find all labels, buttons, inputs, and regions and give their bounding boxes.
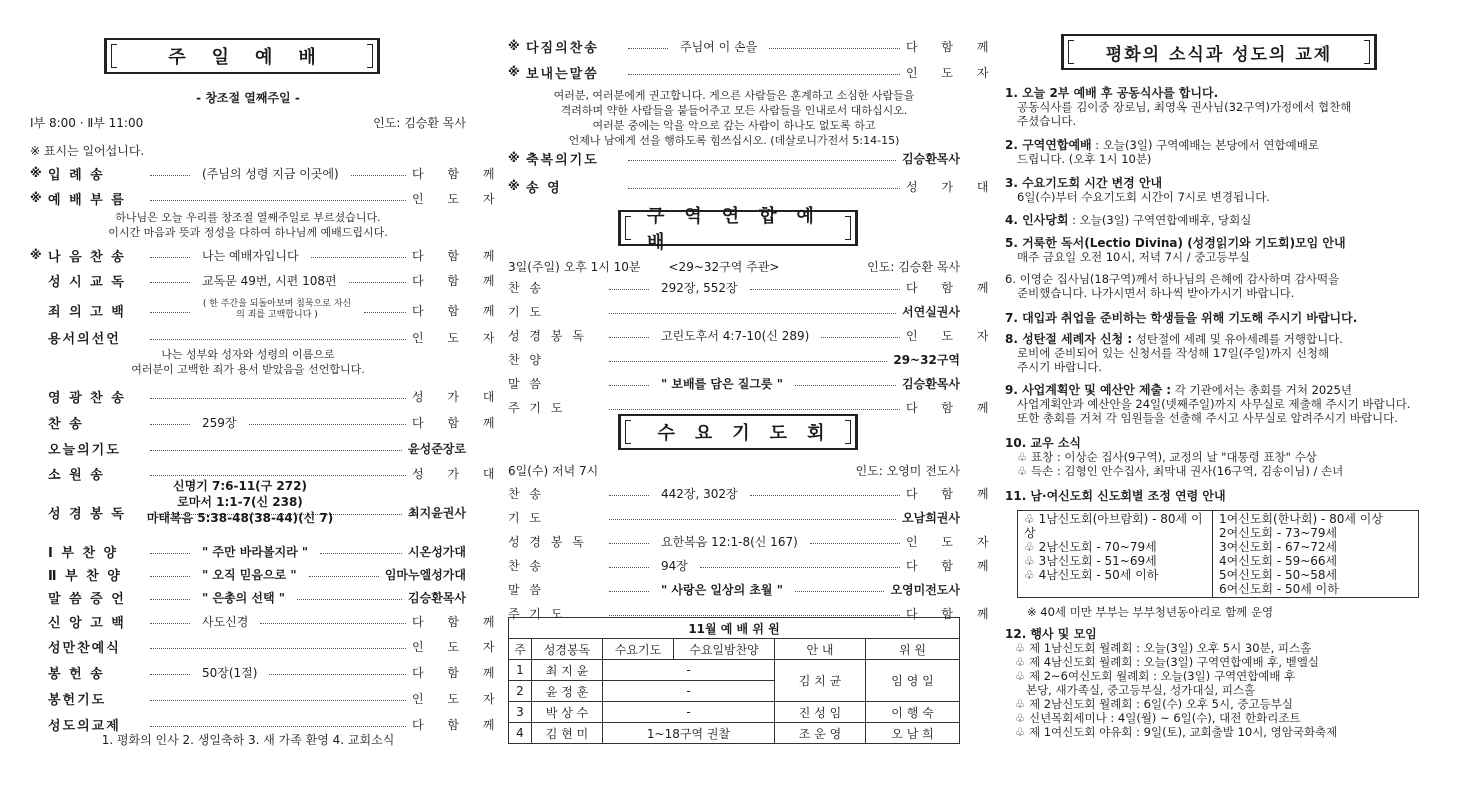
age-group-women: 5여신도회 - 50~58세: [1219, 568, 1338, 582]
committee-title: 11월 예 배 위 원: [509, 618, 960, 639]
age-group-women: 2여신도회 - 73~79세: [1219, 526, 1338, 540]
age-group-women: 3여신도회 - 67~72세: [1219, 540, 1338, 554]
leader-dots: [700, 567, 900, 568]
age-group-men: ♧ 1남신도회(아브람회) - 80세 이상: [1024, 512, 1203, 540]
leader-dots: [150, 398, 406, 399]
order-row: [30, 634, 505, 658]
order-row: [508, 481, 999, 505]
table-row: 2 윤 정 훈 -: [509, 681, 960, 702]
order-label: 보내는말씀: [526, 66, 599, 82]
order-person: 다 함 께: [412, 415, 505, 430]
order-row: [508, 174, 999, 198]
event-item: ♧ 제 4남신도회 월례회 : 오늘(3일) 구역연합예배 후, 벧엘실: [1015, 655, 1319, 669]
order-label: 예 배 부 름: [48, 192, 126, 208]
order-person: 인 도 자: [906, 328, 999, 343]
order-detail: 교독문 49번, 시편 108편: [202, 273, 337, 288]
age-group-men: ♧ 4남신도회 - 50세 이하: [1024, 568, 1159, 582]
event-item: ♧ 제 1남신도회 월례회 : 오늘(3일) 오후 5시 30분, 피스홀: [1015, 641, 1312, 655]
order-row: [508, 553, 999, 577]
news-column: [1005, 0, 1430, 786]
order-row: [30, 585, 466, 609]
age-table: [1017, 510, 1419, 598]
news-item-line: 로비에 준비되어 있는 신청서를 작성해 17일(주일)까지 신청해: [1017, 346, 1330, 360]
news-item-text: : 오늘(3일) 구역연합예배후, 당회실: [1068, 213, 1252, 227]
leader-dots: [150, 450, 402, 451]
order-label: 성 경 봉 독: [508, 534, 587, 549]
order-person: 김승환목사: [902, 151, 960, 166]
order-label: 송 영: [526, 180, 562, 196]
order-person: 윤성준장로: [408, 441, 466, 456]
order-label: Ⅱ 부 찬 양: [48, 568, 122, 584]
leader-dots: [320, 553, 402, 554]
season-subtitle: - 창조절 열째주일 -: [196, 91, 300, 105]
leader-dots: [609, 519, 896, 520]
news-item: [1005, 86, 1430, 128]
district-worship-header: 3일(주일) 오후 1시 10분 <29~32구역 주관> 인도: 김승환 목사: [508, 259, 960, 274]
news-item: [1005, 332, 1430, 374]
leader-dots: [150, 282, 190, 283]
order-label: 찬 송: [48, 416, 84, 432]
leader-dots: [351, 175, 406, 176]
order-row: [30, 161, 505, 185]
leader-dots: [628, 160, 896, 161]
order-person: 다 함 께: [906, 280, 999, 295]
order-detail: 사도신경: [202, 614, 249, 629]
order-label: 성만찬예식: [48, 640, 121, 656]
order-person: 김승환목사: [408, 590, 466, 605]
order-person: 다 함 께: [906, 486, 999, 501]
leader-dots: [150, 312, 190, 313]
order-row: [508, 347, 960, 371]
news-item-title: 2. 구역연합예배: [1005, 138, 1092, 152]
order-person: 다 함 께: [412, 665, 505, 680]
order-person: 다 함 께: [412, 303, 505, 318]
leader-dots: [311, 257, 406, 258]
age-group-women: 6여신도회 - 50세 이하: [1219, 582, 1339, 596]
order-row: [508, 505, 960, 529]
news-item-title: 1. 오늘 2부 예배 후 공동식사를 합니다.: [1005, 86, 1219, 100]
leader-dots: [609, 409, 900, 410]
order-row: [30, 325, 505, 349]
leader-dots: [609, 361, 887, 362]
stand-mark: ※: [30, 166, 42, 180]
leader-dots: [309, 576, 379, 577]
leader-dots: [150, 475, 406, 476]
order-detail: 고린도후서 4:7-10(신 289): [661, 328, 810, 343]
order-person: 오영미전도사: [890, 582, 960, 597]
order-label: Ⅰ 부 찬 양: [48, 545, 119, 561]
order-person: 다 함 께: [412, 717, 505, 732]
leader-dots: [628, 74, 900, 75]
order-label: 성 시 교 독: [48, 274, 126, 290]
leader-dots: [150, 623, 190, 624]
fellowship-list: 1. 평화의 인사 2. 생일축하 3. 새 가족 환영 4. 교회소식: [101, 733, 395, 747]
order-row: [30, 384, 505, 408]
order-person: 다 함 께: [906, 606, 999, 621]
order-row: [30, 268, 505, 292]
event-item: ♧ 제 1여신도회 야유회 : 9일(토), 교회출발 10시, 영암국화축제: [1015, 725, 1338, 739]
leader-dots: [609, 543, 649, 544]
worship-leader: 인도: 김승환 목사: [373, 115, 466, 130]
order-label: 성 경 봉 독: [48, 506, 126, 522]
news-item: [1005, 213, 1430, 227]
order-label: 기 도: [508, 304, 544, 319]
wednesday-header: 6일(수) 저녁 7시 인도: 오영미 전도사: [508, 463, 960, 478]
stand-mark: ※: [30, 191, 42, 205]
leader-dots: [150, 424, 190, 425]
news-item: [1005, 436, 1430, 478]
order-row: [30, 539, 466, 563]
news-item: [1005, 383, 1430, 425]
order-label: 찬 양: [508, 352, 544, 367]
news-item-line: 드립니다. (오후 1시 10분): [1017, 152, 1152, 166]
leader-dots: [609, 289, 649, 290]
order-person: 다 함 께: [906, 558, 999, 573]
leader-dots: [150, 599, 190, 600]
news-item-line: 준비했습니다. 나가시면서 하나씩 받아가시기 바랍니다.: [1017, 286, 1295, 300]
order-label: 나 음 찬 송: [48, 249, 126, 265]
leader-dots: [150, 553, 190, 554]
order-label: 축복의기도: [526, 152, 599, 168]
order-person: 시온성가대: [408, 544, 466, 559]
order-detail: 주님여 이 손을: [680, 39, 758, 54]
news-item: [1005, 176, 1430, 204]
order-person: 다 함 께: [412, 614, 505, 629]
order-row: [30, 243, 505, 267]
stand-mark: ※: [508, 151, 520, 165]
news-item-title: 7. 대입과 취업을 준비하는 학생들을 위해 기도해 주시기 바랍니다.: [1005, 311, 1358, 325]
order-person: 다 함 께: [412, 166, 505, 181]
age-group-women: 4여신도회 - 59~66세: [1219, 554, 1338, 568]
stand-mark: ※: [30, 248, 42, 262]
age-note: ※ 40세 미만 부부는 부부청년동아리로 함께 운영: [1027, 605, 1274, 619]
sunday-worship-banner: 주일예배: [104, 38, 380, 74]
order-person: 29~32구역: [893, 352, 960, 367]
order-person: 다 함 께: [412, 248, 505, 263]
leader-dots: [628, 48, 668, 49]
order-row: [30, 186, 505, 210]
news-item: [1005, 311, 1430, 325]
news-item-line: 주셨습니다.: [1017, 114, 1077, 128]
sunday-worship-column: [30, 0, 505, 786]
order-row: [508, 275, 999, 299]
order-person: 인 도 자: [906, 534, 999, 549]
news-item-line: 매주 금요일 오전 10시, 저녁 7시 / 중고등부실: [1017, 250, 1250, 264]
order-label: 봉헌기도: [48, 692, 107, 708]
leader-dots: [269, 674, 406, 675]
news-item-line: 사업계획안과 예산안을 24일(넷째주일)까지 사무실로 제출해 주시기 바랍니다.: [1017, 397, 1411, 411]
order-label: 주 기 도: [508, 606, 566, 621]
leader-dots: [609, 337, 649, 338]
events-title: 12. 행사 및 모임: [1005, 627, 1097, 641]
worship-committee-table: 11월 예 배 위 원 주 성경봉독 수요기도 수요일밤찬양 안 내 위 원 1 최 지 윤 - 김 치 균 임 영 일 2 윤 정 훈 - 3 박 상 수 - 진 성 임 이 행 숙 4 김 현 미 1~18구역 권찰 조 운 영 오 남 희: [508, 617, 960, 744]
table-row: 4 김 현 미 1~18구역 권찰 조 운 영 오 남 희: [509, 723, 960, 744]
order-detail: " 사랑은 일상의 초월 ": [661, 582, 783, 597]
leader-dots: [810, 543, 900, 544]
order-row: [508, 60, 999, 84]
order-label: 신 앙 고 백: [48, 615, 126, 631]
leader-dots: [750, 495, 900, 496]
news-item-text: 6. 이영순 집사님(18구역)께서 하나님의 은혜에 감사하며 감사떡을: [1005, 272, 1340, 286]
age-group-women: 1여신도회(한나회) - 80세 이상: [1219, 512, 1383, 526]
service-times-row: [30, 110, 466, 134]
order-detail: 94장: [661, 558, 688, 573]
order-label: 찬 송: [508, 558, 544, 573]
news-item: [1005, 272, 1430, 300]
news-item-title: 8. 성탄절 세례자 신청 :: [1005, 332, 1133, 346]
order-person: 오남희권사: [902, 510, 960, 525]
wednesday-prayer-banner: 수요기도회: [618, 414, 858, 450]
order-row: [508, 577, 960, 601]
order-person: 성 가 대: [906, 179, 999, 194]
news-item-text: 성탄절에 세례 및 유아세례를 거행합니다.: [1132, 332, 1343, 346]
order-person: 임마누엘성가대: [384, 567, 466, 582]
order-label: 봉 헌 송: [48, 666, 105, 682]
news-item: [1005, 489, 1430, 503]
standing-note: ※ 표시는 일어섭니다.: [30, 143, 145, 158]
news-item-line: 또한 총회를 거쳐 각 임원들을 선출해 주시고 사무실로 알려주시기 바랍니다.: [1017, 411, 1398, 425]
order-person: 성 가 대: [412, 389, 505, 404]
benediction-text: 여러분, 여러분에게 권고합니다. 게으른 사람들은 훈계하고 소심한 사람들을 격려하며 약한 사람들을 붙들어주고 모든 사람들을 인내로서 대하십시오. 여러분 중에는 악을 악으로 갚는 사람이 하나도 없도록 하고 언제나 남에게 선을 행하도록 힘쓰십시오. (데살로니가전서 5:14-15): [553, 89, 915, 147]
order-label: 용서의선언: [48, 331, 121, 347]
leader-dots: [150, 175, 190, 176]
leader-dots: [821, 337, 900, 338]
news-item-title: 5. 거룩한 독서(Lectio Divina) (성경읽기와 기도회)모임 안내: [1005, 236, 1346, 250]
order-person: 인 도 자: [412, 330, 505, 345]
news-item-title: 9. 사업계획안 및 예산안 제출 :: [1005, 383, 1172, 397]
order-person: 인 도 자: [412, 191, 505, 206]
order-label: 말 씀 증 언: [48, 591, 126, 607]
scripture-readings: 신명기 7:6-11(구 272) 로마서 1:1-7(신 238) 마태복음 5:38-48(38-44)(신 7): [146, 479, 334, 525]
order-person: 인 도 자: [412, 639, 505, 654]
leader-dots: [609, 385, 649, 386]
news-item-title: 3. 수요기도회 시간 변경 안내: [1005, 176, 1163, 190]
leader-dots: [150, 200, 406, 201]
leader-dots: [260, 623, 406, 624]
order-label: 말 씀: [508, 376, 544, 391]
order-label: 소 원 송: [48, 467, 105, 483]
news-item-line: ♧ 표창 : 이상순 집사(9구역), 교정의 날 "대통령 표창" 수상: [1017, 450, 1317, 464]
event-item: ♧ 제 2남신도회 월례회 : 6일(수) 오후 5시, 중고등부실: [1015, 697, 1293, 711]
order-label: 찬 송: [508, 486, 544, 501]
event-item: ♧ 제 2~6여신도회 월례회 : 오늘(3일) 구역연합예배 후: [1015, 669, 1296, 683]
news-item-line: ♧ 득손 : 김형인 안수집사, 최막내 권사(16구역, 김송이님) / 손녀: [1017, 464, 1344, 478]
leader-dots: [769, 48, 900, 49]
order-continued-column: [508, 0, 999, 786]
table-row: 3 박 상 수 - 진 성 임 이 행 숙: [509, 702, 960, 723]
order-label: 입 례 송: [48, 167, 105, 183]
news-banner: 평화의 소식과 성도의 교제: [1061, 34, 1377, 70]
leader-dots: [297, 599, 402, 600]
leader-dots: [609, 591, 649, 592]
order-detail: ( 한 주간을 되돌아보며 침묵으로 자신의 죄를 고백합니다 ): [202, 299, 352, 320]
leader-dots: [795, 591, 884, 592]
pardon-text: 나는 성부와 성자와 성령의 이름으로 여러분이 고백한 죄가 용서 받았음을 선언합니다.: [131, 348, 365, 376]
leader-dots: [609, 615, 900, 616]
order-person: 인 도 자: [412, 691, 505, 706]
call-to-worship-text: 하나님은 오늘 우리를 창조절 열째주일로 부르셨습니다. 이시간 마음과 뜻과 정성을 다하여 하나님께 예배드립시다.: [108, 211, 388, 239]
order-detail: 442장, 302장: [661, 486, 738, 501]
leader-dots: [150, 648, 406, 649]
leader-dots: [349, 282, 406, 283]
event-item: ♧ 신년목회세미나 : 4일(월) ~ 6일(수), 대전 한화리조트: [1015, 711, 1301, 725]
order-person: 다 함 께: [906, 39, 999, 54]
news-item-text: : 오늘(3일) 구역예배는 본당에서 연합예배로: [1091, 138, 1319, 152]
order-row: [30, 562, 466, 586]
order-row: [508, 529, 999, 553]
order-detail: 요한복음 12:1-8(신 167): [661, 534, 798, 549]
age-group-men: ♧ 2남신도회 - 70~79세: [1024, 540, 1157, 554]
order-person: 다 함 께: [412, 273, 505, 288]
order-detail: (주님의 성령 지금 이곳에): [202, 166, 339, 181]
order-row: [508, 146, 960, 170]
leader-dots: [150, 576, 190, 577]
leader-dots: [364, 312, 406, 313]
leader-dots: [609, 313, 896, 314]
table-row: 1 최 지 윤 - 김 치 균 임 영 일: [509, 660, 960, 681]
order-person: 인 도 자: [906, 65, 999, 80]
news-item-line: 6일(수)부터 수요기도회 시간이 7시로 변경됩니다.: [1017, 190, 1270, 204]
order-detail: " 주만 바라볼지라 ": [202, 544, 309, 559]
age-group-men: ♧ 3남신도회 - 51~69세: [1024, 554, 1157, 568]
leader-dots: [150, 726, 406, 727]
order-row: [30, 660, 505, 684]
stand-mark: ※: [508, 39, 520, 53]
order-label: 말 씀: [508, 582, 544, 597]
news-item: [1005, 236, 1430, 264]
news-item-line: 공동식사를 김이중 장로님, 최영옥 권사님(32구역)가정에서 협찬해: [1017, 100, 1352, 114]
order-row: [508, 371, 960, 395]
order-row: [30, 410, 505, 434]
order-label: 주 기 도: [508, 400, 566, 415]
order-label: 성도의교제: [48, 718, 121, 734]
order-label: 성 경 봉 독: [508, 328, 587, 343]
order-row: [508, 323, 999, 347]
order-row: [30, 436, 466, 460]
order-detail: 50장(1절): [202, 665, 258, 680]
service-times: Ⅰ부 8:00 · Ⅱ부 11:00: [30, 115, 144, 130]
news-item-line: 주시기 바랍니다.: [1017, 360, 1103, 374]
order-row: [30, 298, 505, 322]
order-person: 김승환목사: [902, 376, 960, 391]
order-person: 성 가 대: [412, 466, 505, 481]
leader-dots: [150, 257, 190, 258]
order-detail: 292장, 552장: [661, 280, 738, 295]
order-row: [30, 609, 505, 633]
order-label: 영 광 찬 송: [48, 390, 126, 406]
order-person: 서연실권사: [902, 304, 960, 319]
order-person: 다 함 께: [906, 400, 999, 415]
leader-dots: [609, 495, 649, 496]
order-label: 찬 송: [508, 280, 544, 295]
news-item: [1005, 138, 1430, 166]
leader-dots: [795, 385, 896, 386]
leader-dots: [249, 424, 407, 425]
order-label: 오늘의기도: [48, 442, 121, 458]
news-item-title: 10. 교우 소식: [1005, 436, 1081, 450]
stand-mark: ※: [508, 179, 520, 193]
order-row: [508, 299, 960, 323]
stand-mark: ※: [508, 65, 520, 79]
order-label: 죄 의 고 백: [48, 304, 126, 320]
order-detail: " 오직 믿음으로 ": [202, 567, 297, 582]
leader-dots: [150, 700, 406, 701]
leader-dots: [150, 339, 406, 340]
district-worship-banner: 구역연합예배: [618, 210, 858, 246]
order-row: [30, 686, 505, 710]
order-detail: " 은총의 선택 ": [202, 590, 285, 605]
leader-dots: [609, 567, 649, 568]
order-person: 최지윤권사: [408, 505, 466, 520]
order-row: [508, 34, 999, 58]
news-item-title: 11. 남·여신도회 신도회별 조정 연령 안내: [1005, 489, 1226, 503]
order-detail: 259장: [202, 415, 237, 430]
leader-dots: [150, 674, 190, 675]
leader-dots: [750, 289, 900, 290]
news-item-text: 각 기관에서는 총회를 거쳐 2025년: [1171, 383, 1352, 397]
order-label: 기 도: [508, 510, 544, 525]
order-detail: 나는 예배자입니다: [202, 248, 299, 263]
leader-dots: [628, 188, 900, 189]
order-detail: " 보배를 담은 질그릇 ": [661, 376, 783, 391]
event-item: 본당, 새가족실, 중고등부실, 성가대실, 피스홀: [1015, 683, 1256, 697]
order-label: 다짐의찬송: [526, 40, 599, 56]
news-item-title: 4. 인사당회: [1005, 213, 1069, 227]
